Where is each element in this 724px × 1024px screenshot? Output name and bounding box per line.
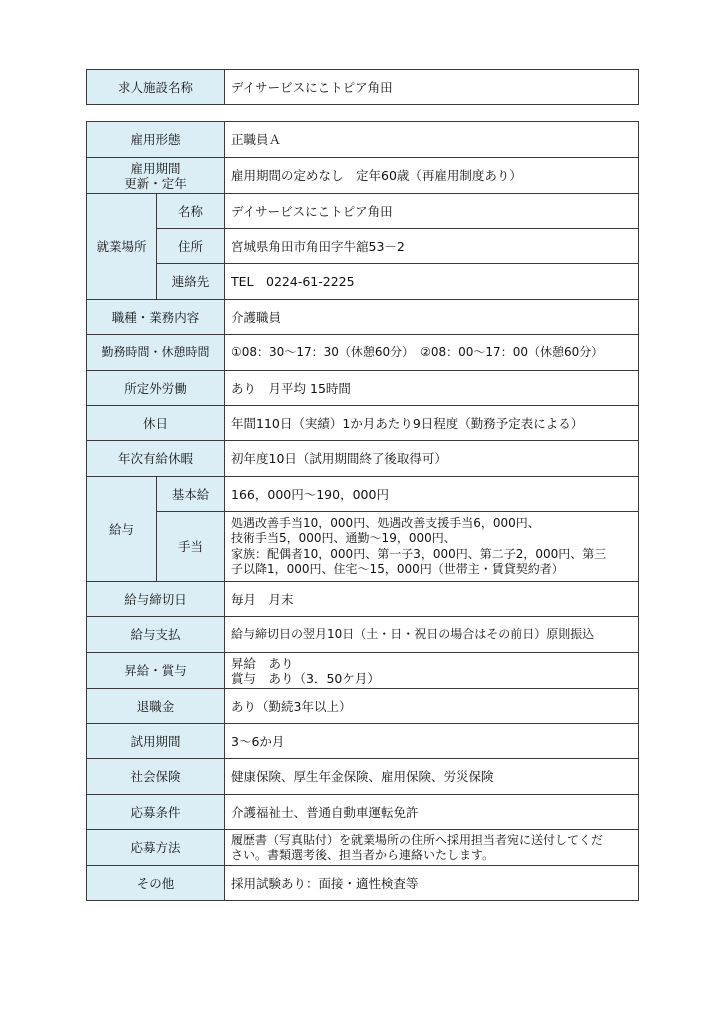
job-details-table: [86, 121, 639, 901]
workplace-address-label: 住所: [157, 229, 225, 264]
facility-label: 求人施設名称: [87, 70, 225, 105]
salary-base-row: [87, 477, 639, 512]
paid-leave-row: [87, 441, 639, 477]
allowance-line-1: 処遇改善手当10，000円、処遇改善支援手当6，000円、: [231, 515, 540, 530]
paid-leave-label: 年次有給休暇: [87, 441, 225, 477]
raise-bonus-value: [225, 653, 639, 689]
workplace-address-row: [87, 229, 639, 264]
employment-period-row: [87, 158, 639, 194]
employment-type-value: 正職員Ａ: [225, 122, 639, 158]
facility-table: [86, 69, 639, 105]
application-label: 応募方法: [87, 830, 225, 866]
probation-label: 試用期間: [87, 724, 225, 759]
pay-cutoff-value: 毎月 月末: [225, 582, 639, 617]
employment-period-value: 雇用期間の定めなし 定年60歳（再雇用制度あり）: [225, 158, 639, 194]
other-label: その他: [87, 866, 225, 901]
pay-cutoff-row: [87, 582, 639, 617]
salary-base-label: 基本給: [157, 477, 225, 512]
allowance-line-4: 子以降1，000円、住宅～15，000円（世帯主・賃貸契約者）: [231, 562, 564, 576]
insurance-row: [87, 759, 639, 795]
salary-base-value: 166，000円～190，000円: [225, 477, 639, 512]
salary-allowance-value: [225, 512, 639, 582]
employment-period-label-line1: 雇用期間: [130, 160, 181, 176]
employment-period-label-line2: 更新・定年: [124, 175, 187, 191]
employment-type-label: 雇用形態: [87, 122, 225, 158]
payment-value: 給与締切日の翌月10日（土・日・祝日の場合はその前日）原則振込: [225, 617, 639, 653]
workplace-name-value: デイサービスにこトピア角田: [225, 194, 639, 229]
workplace-contact-row: [87, 264, 639, 300]
retirement-row: [87, 689, 639, 724]
insurance-label: 社会保険: [87, 759, 225, 795]
requirements-label: 応募条件: [87, 795, 225, 830]
workplace-contact-value: TEL 0224-61-2225: [225, 264, 639, 300]
workplace-address-value: 宮城県角田市角田字牛舘53－2: [225, 229, 639, 264]
workplace-contact-label: 連絡先: [157, 264, 225, 300]
job-type-row: [87, 300, 639, 335]
other-value: 採用試験あり：面接・適性検査等: [225, 866, 639, 901]
job-type-label: 職種・業務内容: [87, 300, 225, 335]
retirement-value: あり（勤続3年以上）: [225, 689, 639, 724]
requirements-value: 介護福祉士、普通自動車運転免許: [225, 795, 639, 830]
pay-cutoff-label: 給与締切日: [87, 582, 225, 617]
probation-value: 3～6か月: [225, 724, 639, 759]
overtime-label: 所定外労働: [87, 371, 225, 406]
workplace-label: 就業場所: [87, 194, 157, 300]
holidays-value: 年間110日（実績）1か月あたり9日程度（勤務予定表による）: [225, 406, 639, 441]
work-hours-label: 勤務時間・休憩時間: [87, 335, 225, 371]
holidays-row: [87, 406, 639, 441]
salary-allowance-row: [87, 512, 639, 582]
retirement-label: 退職金: [87, 689, 225, 724]
raise-bonus-row: [87, 653, 639, 689]
probation-row: [87, 724, 639, 759]
facility-value: デイサービスにこトピア角田: [225, 70, 639, 105]
application-row: [87, 830, 639, 866]
paid-leave-value: 初年度10日（試用期間終了後取得可）: [225, 441, 639, 477]
application-value: [225, 830, 639, 866]
salary-label: 給与: [87, 477, 157, 582]
workplace-name-row: [87, 194, 639, 229]
application-line-2: さい。書類選考後、担当者から連絡いたします。: [231, 847, 495, 862]
employment-period-label: [87, 158, 225, 194]
insurance-value: 健康保険、厚生年金保険、雇用保険、労災保険: [225, 759, 639, 795]
holidays-label: 休日: [87, 406, 225, 441]
work-hours-row: [87, 335, 639, 371]
overtime-value: あり 月平均 15時間: [225, 371, 639, 406]
other-row: [87, 866, 639, 901]
allowance-line-2: 技術手当5，000円、通勤～19，000円、: [231, 531, 456, 545]
employment-type-row: [87, 122, 639, 158]
workplace-name-label: 名称: [157, 194, 225, 229]
bonus-line: 賞与 あり（3．50ケ月）: [231, 670, 380, 686]
salary-allowance-label: 手当: [157, 512, 225, 582]
requirements-row: [87, 795, 639, 830]
payment-label: 給与支払: [87, 617, 225, 653]
raise-line: 昇給 あり: [231, 655, 294, 671]
facility-row: [87, 70, 639, 105]
payment-row: [87, 617, 639, 653]
application-line-1: 履歴書（写真貼付）を就業場所の住所へ採用担当者宛に送付してくだ: [231, 832, 604, 847]
allowance-line-3: 家族：配偶者10，000円、第一子3，000円、第二子2，000円、第三: [231, 546, 607, 561]
raise-bonus-label: 昇給・賞与: [87, 653, 225, 689]
overtime-row: [87, 371, 639, 406]
work-hours-value: ①08：30～17：30（休憩60分） ②08：00～17：00（休憩60分）: [225, 335, 639, 371]
job-type-value: 介護職員: [225, 300, 639, 335]
